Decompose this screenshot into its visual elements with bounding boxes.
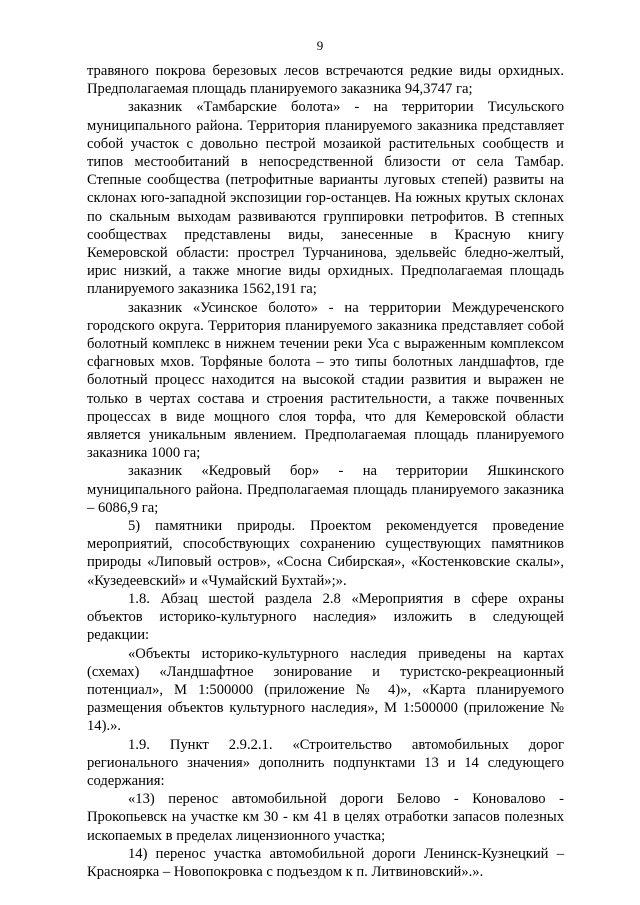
paragraph-1-8: 1.8. Абзац шестой раздела 2.8 «Мероприятия в сфере охраны объектов историко-культурного наследия» изложить в следующей редакции: bbox=[87, 590, 564, 644]
paragraph-continuation: травяного покрова березовых лесов встречаются редкие виды орхидных. Предполагаемая площадь планируемого заказника 94,3747 га; bbox=[87, 63, 564, 98]
paragraph-subitem-13: «13) перенос автомобильной дороги Белово - Коновалово - Прокопьевск на участке км 30 - км 41 в целях отработки запасов полезных ископаемых в пределах лицензионного участка; bbox=[87, 791, 564, 844]
document-body bbox=[87, 62, 564, 881]
paragraph-tambar-reserve: заказник «Тамбарские болота» - на территории Тисульского муниципального района. Территория планируемого заказника представляет собой участок с довольно пестрой мозаикой растительных сообществ и типов местообитаний в непосредственной близости от села Тамбар. Степные сообщества (петрофитные варианты луговых степей) развиты на склонах юго-западной экспозиции гор-останцев. На южных крутых склонах по скальным выходам развиваются группировки петрофитов. В степных сообществах представлены виды, занесенные в Красную книгу Кемеровской области: прострел Турчанинова, эдельвейс бледно-желтый, ирис низкий, а также многие виды орхидных. Предполагаемая площадь планируемого заказника 1562,191 га; bbox=[87, 99, 564, 298]
paragraph-natural-monuments: 5) памятники природы. Проектом рекомендуется проведение мероприятий, способствующих сохранению существующих памятников природы «Липовый остров», «Сосна Сибирская», «Костенковские скалы», «Кузедеевский» и «Чумайский Бухтай»;». bbox=[87, 518, 564, 589]
paragraph-subitem-14: 14) перенос участка автомобильной дороги Ленинск-Кузнецкий – Красноярка – Новопокровка с подъездом к п. Литвиновский».». bbox=[87, 845, 564, 880]
paragraph-1-9: 1.9. Пункт 2.9.2.1. «Строительство автомобильных дорог регионального значения» дополнить подпунктами 13 и 14 следующего содержания: bbox=[87, 736, 564, 789]
paragraph-heritage-maps: «Объекты историко-культурного наследия приведены на картах (схемах) «Ландшафтное зонирование и туристско-рекреационный потенциал», М 1:500000 (приложение № 4)», «Карта планируемого размещения объектов культурного наследия», М 1:500000 (приложение № 14).». bbox=[87, 645, 564, 735]
paragraph-kedrovy-bor-reserve: заказник «Кедровый бор» - на территории Яшкинского муниципального района. Предполагаемая площадь планируемого заказника – 6086,9 га; bbox=[87, 463, 564, 516]
page-number: 9 bbox=[316, 38, 324, 53]
paragraph-usinskoe-reserve: заказник «Усинское болото» - на территории Междуреченского городского округа. Территория планируемого заказника представляет собой болотный комплекс в нижнем течении реки Уса с выраженным комплексом сфагновых мхов. Торфяные болота – это типы болотных ландшафтов, где болотный процесс находится на высокой стадии развития и выражен не только в чертах состава и строения растительности, а также почвенных процессах в виде мощного слоя торфа, что для Кемеровской области является уникальным явлением. Предполагаемая площадь планируемого заказника 1000 га; bbox=[87, 299, 564, 462]
